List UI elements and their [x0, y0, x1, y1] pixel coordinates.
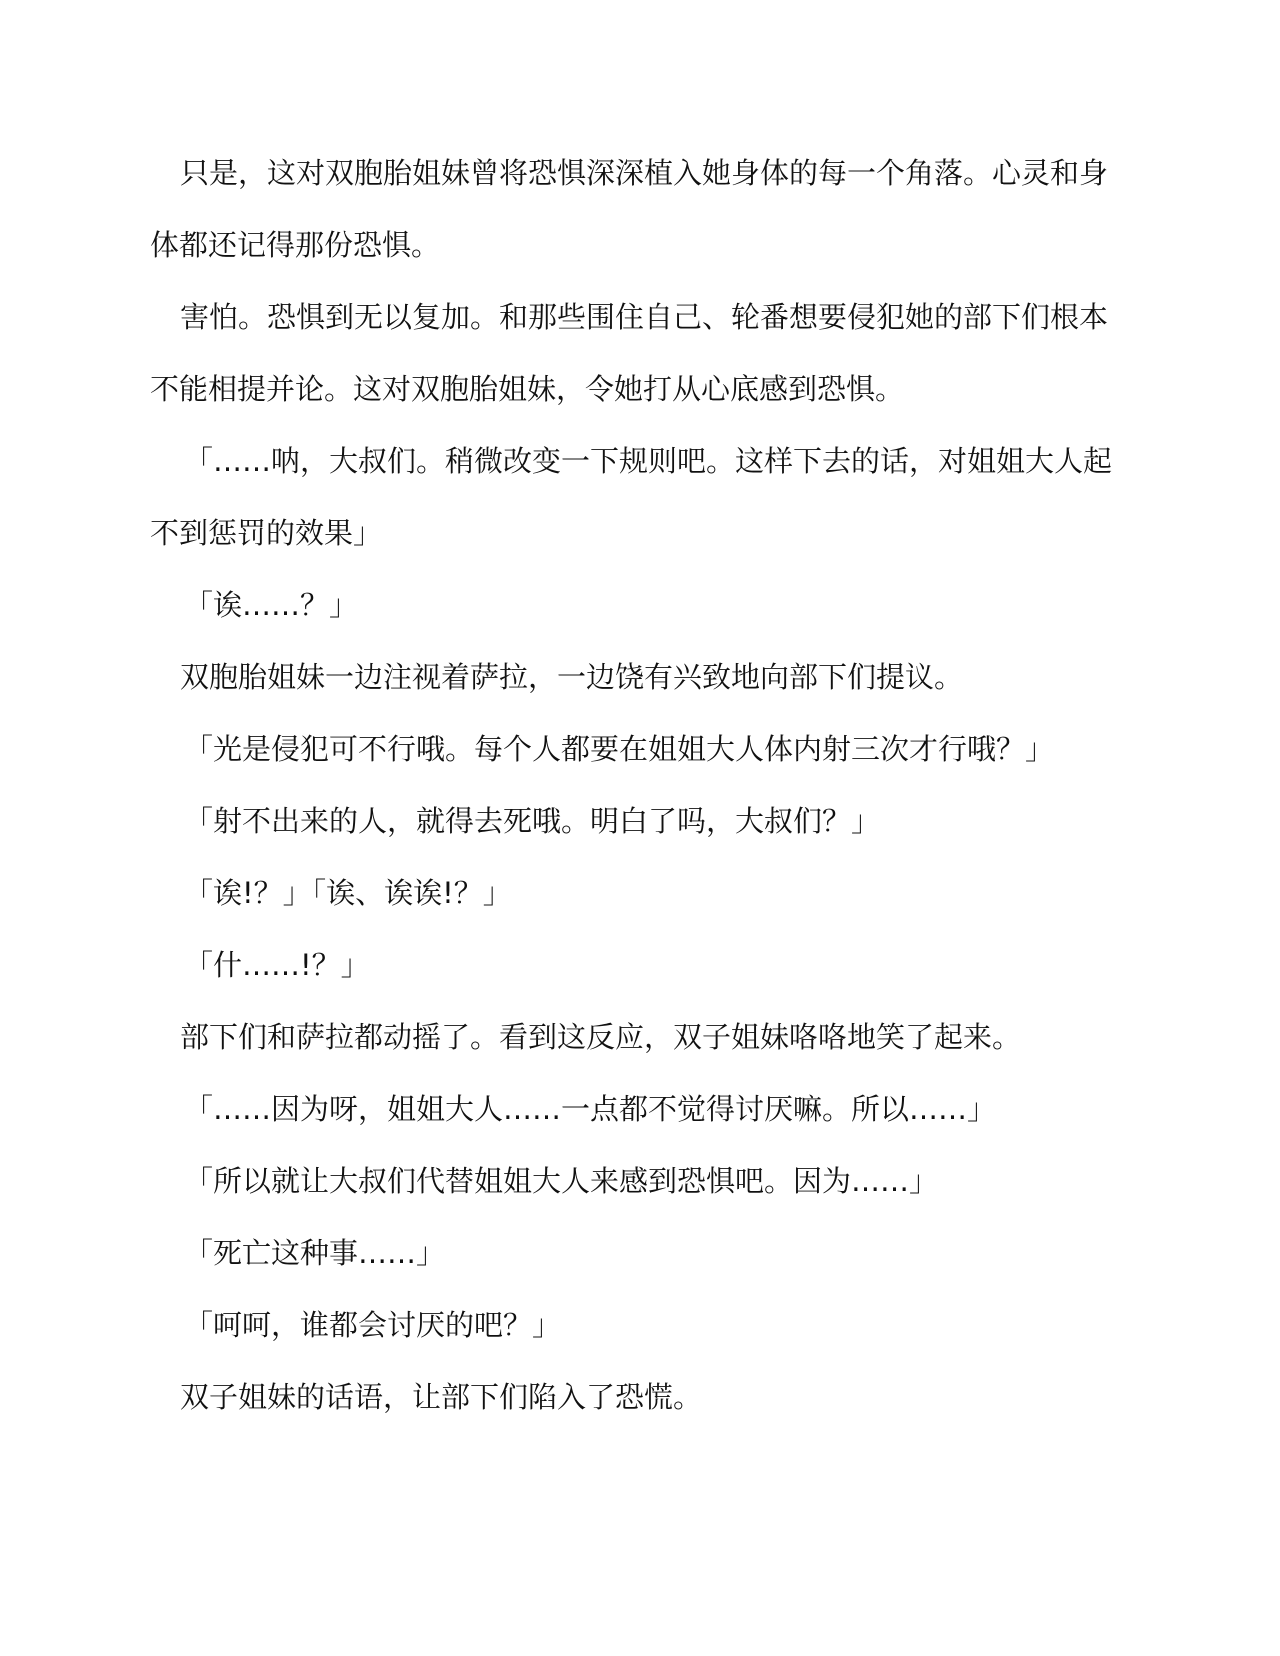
dialogue-line: 「诶!？」「诶、诶诶!？」 — [184, 876, 512, 910]
document-page — [150, 137, 1130, 1433]
dialogue-line: 「……呐，大叔们。稍微改变一下规则吧。这样下去的话，对姐姐大人起不到惩罚的效果」 — [150, 444, 1113, 550]
paragraph: 害怕。恐惧到无以复加。和那些围住自己、轮番想要侵犯她的部下们根本不能相提并论。这对双胞胎姐妹，令她打从心底感到恐惧。 — [150, 300, 1109, 406]
dialogue-line: 「什……!？」 — [184, 948, 370, 982]
dialogue-line: 「呵呵，谁都会讨厌的吧？」 — [184, 1308, 562, 1342]
dialogue-line: 「光是侵犯可不行哦。每个人都要在姐姐大人体内射三次才行哦？」 — [184, 732, 1055, 766]
dialogue-line: 「所以就让大叔们代替姐姐大人来感到恐惧吧。因为……」 — [184, 1164, 939, 1198]
dialogue-line: 「……因为呀，姐姐大人……一点都不觉得讨厌嘛。所以……」 — [184, 1092, 997, 1126]
dialogue-line: 「射不出来的人，就得去死哦。明白了吗，大叔们？」 — [184, 804, 881, 838]
dialogue-line: 「诶……？」 — [184, 588, 359, 622]
paragraph: 只是，这对双胞胎姐妹曾将恐惧深深植入她身体的每一个角落。心灵和身体都还记得那份恐惧。 — [150, 156, 1109, 262]
paragraph: 部下们和萨拉都动摇了。看到这反应，双子姐妹咯咯地笑了起来。 — [180, 1020, 1022, 1054]
paragraph: 双胞胎姐妹一边注视着萨拉，一边饶有兴致地向部下们提议。 — [180, 660, 964, 694]
paragraph: 双子姐妹的话语，让部下们陷入了恐慌。 — [180, 1380, 703, 1414]
dialogue-line: 「死亡这种事……」 — [184, 1236, 446, 1270]
